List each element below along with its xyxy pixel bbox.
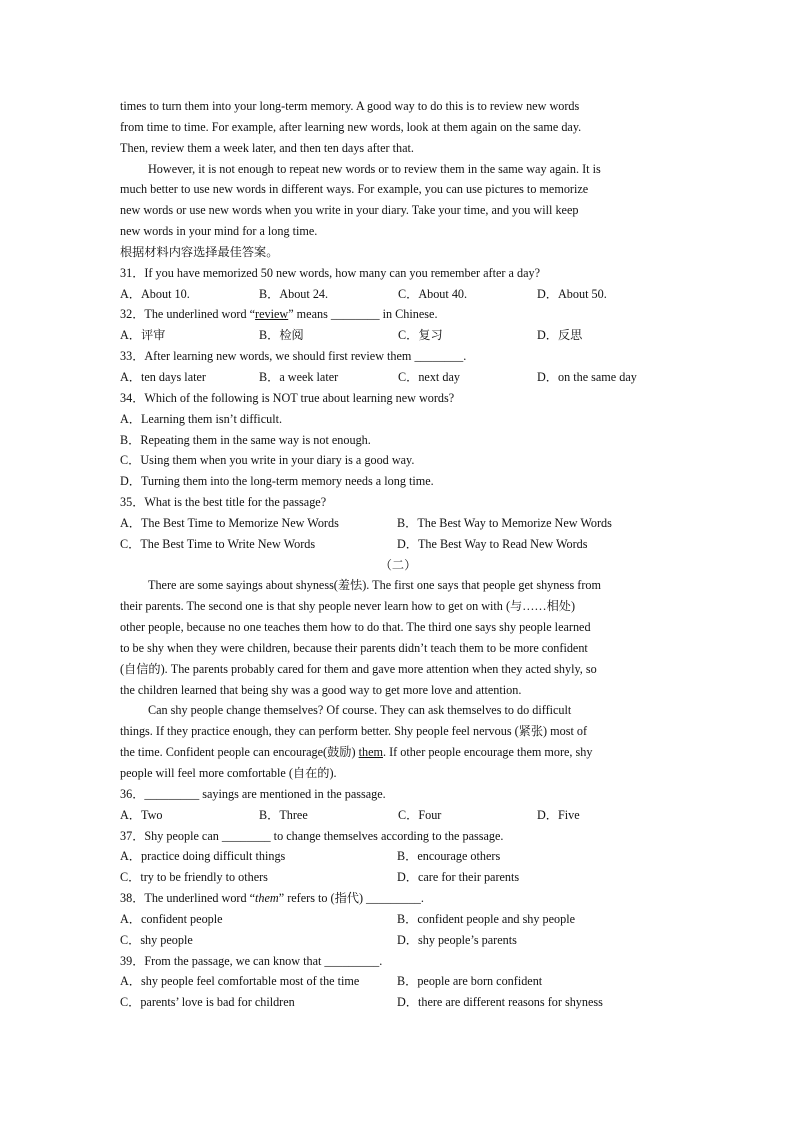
passage-line: to be shy when they were children, because their parents didn’t teach them to be more confident (120, 640, 588, 655)
question-31-options (120, 284, 676, 305)
passage-line: things. If they practice enough, they can perform better. Shy people feel nervous (紧张) most of (120, 724, 588, 739)
passage-line: Can shy people change themselves? Of course. They can ask themselves to do difficult (148, 703, 572, 718)
option-b[interactable]: B．encourage others (397, 849, 501, 864)
option-a[interactable]: A．About 10. (120, 286, 190, 301)
option-b[interactable]: B．confident people and shy people (397, 911, 576, 926)
passage-line: from time to time. For example, after learning new words, look at them again on the same day. (120, 119, 582, 134)
q38-stem-post: ” refers to (指代) _________. (278, 891, 424, 906)
question-33-stem: 33．After learning new words, we should first review them ________. (120, 349, 467, 364)
passage-line: other people, because no one teaches them how to do that. The third one says shy people learned (120, 620, 591, 635)
option-b[interactable]: B．a week later (259, 369, 339, 384)
underlined-word-them: them (358, 745, 383, 760)
option-a[interactable]: A．practice doing difficult things (120, 849, 286, 864)
question-32-options (120, 325, 676, 346)
question-36-stem: 36．_________ sayings are mentioned in the passage. (120, 786, 386, 801)
question-37-options-cd (120, 867, 676, 888)
question-32-stem (120, 304, 676, 325)
passage-line (120, 742, 676, 763)
option-d[interactable]: D．shy people’s parents (397, 932, 517, 947)
option-b[interactable]: B．检阅 (259, 328, 304, 343)
option-b[interactable]: B．Three (259, 807, 308, 822)
option-d[interactable]: D．on the same day (537, 369, 637, 384)
passage-line: However, it is not enough to repeat new words or to review them in the same way again. It is (148, 161, 601, 176)
option-a[interactable]: A．ten days later (120, 369, 206, 384)
question-37-stem: 37．Shy people can ________ to change themselves according to the passage. (120, 828, 504, 843)
option-a[interactable]: A．Two (120, 807, 163, 822)
option-b[interactable]: B．people are born confident (397, 974, 543, 989)
option-d[interactable]: D．About 50. (537, 286, 607, 301)
option-c[interactable]: C．复习 (398, 328, 443, 343)
q38-stem-pre: 38．The underlined word “ (120, 891, 256, 906)
passage-text: . If other people encourage them more, shy (382, 745, 593, 760)
option-c[interactable]: C．try to be friendly to others (120, 870, 268, 885)
option-c[interactable]: C．Using them when you write in your diary is a good way. (120, 453, 415, 468)
question-39-stem: 39．From the passage, we can know that _________. (120, 953, 383, 968)
option-d[interactable]: D．反思 (537, 328, 583, 343)
instruction: 根据材料内容选择最佳答案。 (120, 244, 279, 259)
question-36-options (120, 805, 676, 826)
question-35-stem: 35．What is the best title for the passage? (120, 495, 327, 510)
passage-line: times to turn them into your long-term memory. A good way to do this is to review new words (120, 99, 580, 113)
question-38-options-cd (120, 930, 676, 951)
option-c[interactable]: C．next day (398, 369, 460, 384)
exam-page (120, 96, 676, 1013)
question-37-options-ab (120, 846, 676, 867)
option-c[interactable]: C．shy people (120, 932, 193, 947)
question-31-stem: 31．If you have memorized 50 new words, how many can you remember after a day? (120, 265, 540, 280)
option-a[interactable]: A．The Best Time to Memorize New Words (120, 515, 339, 530)
option-d[interactable]: D．there are different reasons for shyness (397, 995, 603, 1010)
option-b[interactable]: B．The Best Way to Memorize New Words (397, 515, 612, 530)
question-33-options (120, 367, 676, 388)
option-a[interactable]: A．Learning them isn’t difficult. (120, 411, 283, 426)
question-35-options-cd (120, 534, 676, 555)
option-c[interactable]: C．Four (398, 807, 442, 822)
option-c[interactable]: C．parents’ love is bad for children (120, 995, 295, 1010)
q32-stem-post: ” means ________ in Chinese. (288, 307, 438, 322)
q32-stem-pre: 32．The underlined word “ (120, 307, 256, 322)
question-38-options-ab (120, 909, 676, 930)
option-a[interactable]: A．shy people feel comfortable most of the time (120, 974, 360, 989)
passage-1 (120, 96, 676, 242)
q38-italic-word: them (255, 891, 279, 906)
passage-line: There are some sayings about shyness(羞怯). The first one says that people get shyness from (148, 578, 601, 593)
passage-line: new words or use new words when you write in your diary. Take your time, and you will keep (120, 203, 579, 218)
option-b[interactable]: B．About 24. (259, 286, 329, 301)
q32-underlined-word: review (255, 307, 289, 322)
option-c[interactable]: C．About 40. (398, 286, 468, 301)
option-a[interactable]: A．评审 (120, 328, 166, 343)
question-39-options-ab (120, 971, 676, 992)
section-heading: （二） (379, 557, 417, 572)
option-d[interactable]: D．Five (537, 807, 580, 822)
option-d[interactable]: D．Turning them into the long-term memory needs a long time. (120, 474, 434, 489)
passage-line: Then, review them a week later, and then ten days after that. (120, 140, 414, 155)
option-c[interactable]: C．The Best Time to Write New Words (120, 536, 316, 551)
option-d[interactable]: D．The Best Way to Read New Words (397, 536, 588, 551)
question-34-stem: 34．Which of the following is NOT true about learning new words? (120, 390, 455, 405)
passage-line: people will feel more comfortable (自在的). (120, 766, 337, 780)
passage-2 (120, 575, 676, 783)
option-b[interactable]: B．Repeating them in the same way is not enough. (120, 432, 371, 447)
option-a[interactable]: A．confident people (120, 911, 223, 926)
option-d[interactable]: D．care for their parents (397, 870, 520, 885)
passage-line: (自信的). The parents probably cared for them and gave more attention when they acted shyly, so (120, 661, 597, 676)
passage-line: much better to use new words in different ways. For example, you can use pictures to memorize (120, 182, 589, 197)
question-35-options-ab (120, 513, 676, 534)
question-39-options-cd (120, 992, 676, 1013)
passage-line: the children learned that being shy was a good way to get more love and attention. (120, 682, 522, 697)
passage-line: their parents. The second one is that shy people never learn how to get on with (与……相处) (120, 599, 576, 614)
question-38-stem (120, 888, 676, 909)
passage-text: the time. Confident people can encourage(鼓励) (120, 745, 359, 760)
passage-line: new words in your mind for a long time. (120, 224, 318, 239)
